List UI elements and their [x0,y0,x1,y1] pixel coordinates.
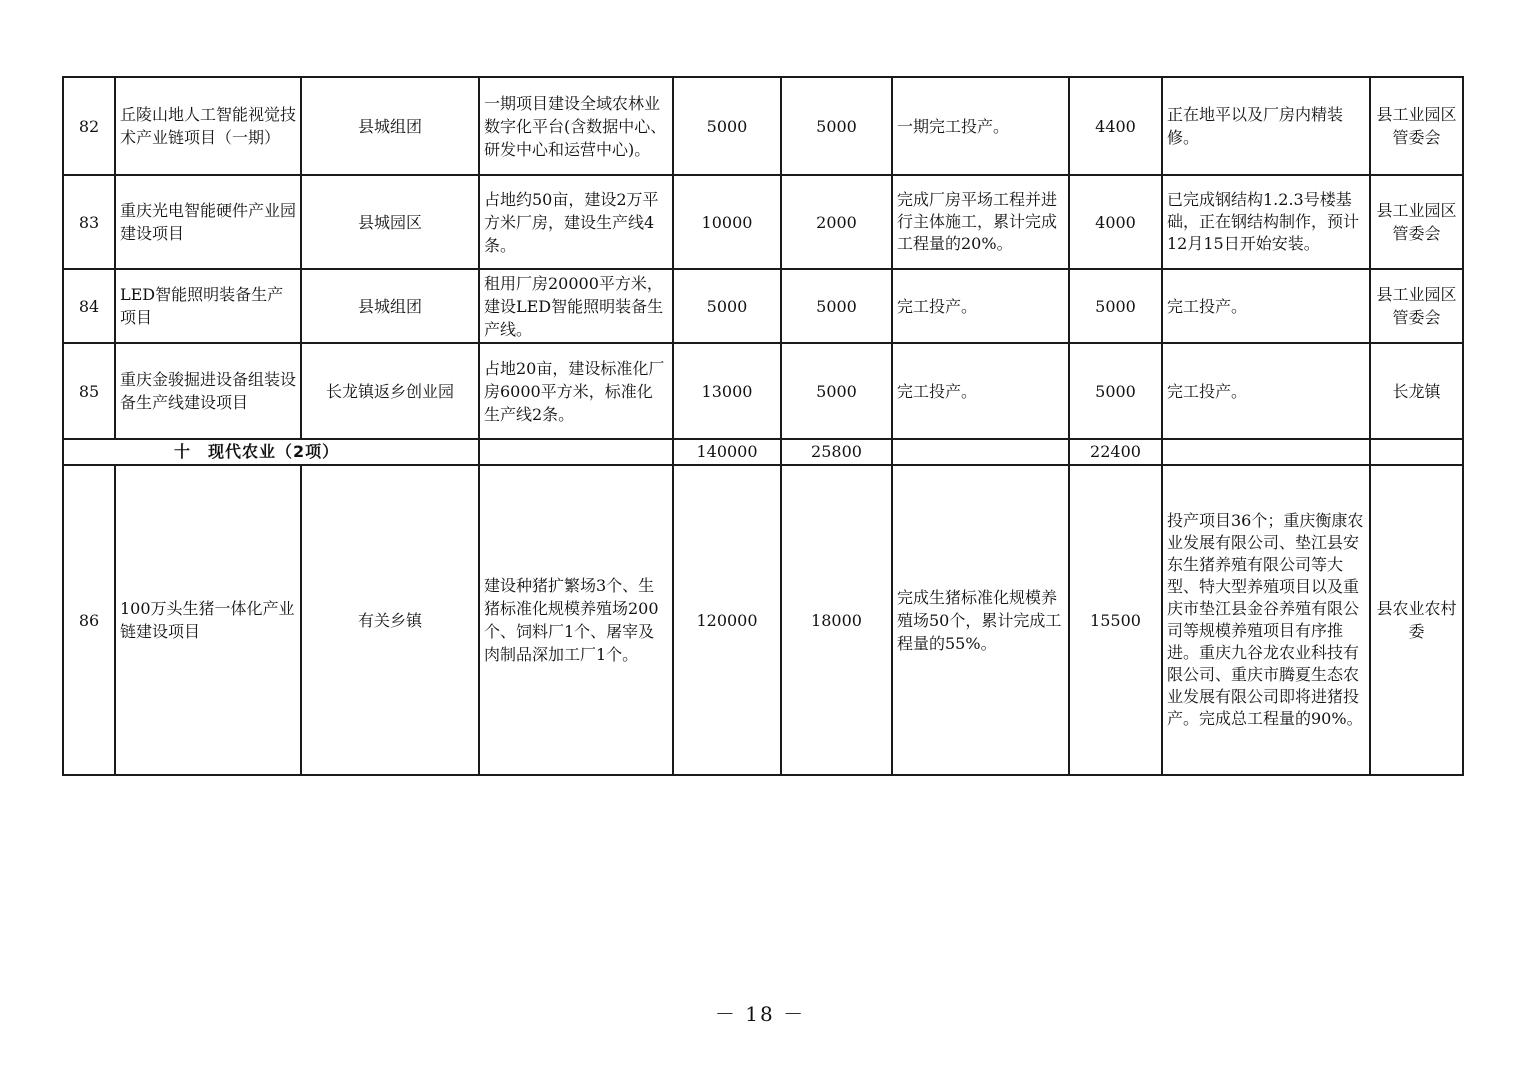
completed-investment: 15500 [1069,465,1162,775]
construction-content: 占地约50亩，建设2万平方米厂房，建设生产线4条。 [479,175,673,269]
section-subtotal-row [63,439,1463,465]
completed-investment: 5000 [1069,343,1162,439]
annual-plan: 2000 [781,175,892,269]
table-row [63,77,1463,175]
construction-content: 租用厂房20000平方米，建设LED智能照明装备生产线。 [479,269,673,343]
project-name: 重庆金骏掘进设备组装设备生产线建设项目 [115,343,301,439]
responsible-unit: 县工业园区管委会 [1370,77,1463,175]
responsible-unit: 长龙镇 [1370,343,1463,439]
responsible-unit: 县农业农村委 [1370,465,1463,775]
total-investment: 13000 [673,343,781,439]
project-name: 重庆光电智能硬件产业园建设项目 [115,175,301,269]
project-location: 长龙镇返乡创业园 [301,343,479,439]
progress-status: 正在地平以及厂房内精装修。 [1162,77,1370,175]
section-completed-investment: 22400 [1069,439,1162,465]
progress-status: 投产项目36个；重庆衡康农业发展有限公司、垫江县安东生猪养殖有限公司等大型、特大型养殖项目以及重庆市垫江县金谷养殖有限公司等规模养殖项目有序推进。重庆九谷龙农业科技有限公司、重庆市腾夏生态农业发展有限公司即将进猪投产。完成总工程量的90%。 [1162,465,1370,775]
project-name: LED智能照明装备生产项目 [115,269,301,343]
project-location: 有关乡镇 [301,465,479,775]
table-row [63,343,1463,439]
project-location: 县城组团 [301,269,479,343]
project-name: 丘陵山地人工智能视觉技术产业链项目（一期） [115,77,301,175]
annual-plan: 5000 [781,77,892,175]
total-investment: 120000 [673,465,781,775]
progress-status: 完工投产。 [1162,343,1370,439]
project-location: 县城园区 [301,175,479,269]
table-row [63,269,1463,343]
completed-investment: 4000 [1069,175,1162,269]
annual-target: 完工投产。 [892,343,1069,439]
section-title: 十 现代农业（2项） [63,439,479,465]
progress-status: 完工投产。 [1162,269,1370,343]
project-name: 100万头生猪一体化产业链建设项目 [115,465,301,775]
annual-target: 一期完工投产。 [892,77,1069,175]
section-annual-plan: 25800 [781,439,892,465]
construction-content: 一期项目建设全域农林业数字化平台(含数据中心、研发中心和运营中心)。 [479,77,673,175]
annual-plan: 5000 [781,343,892,439]
table-row [63,465,1463,775]
project-table [62,76,1464,776]
completed-investment: 4400 [1069,77,1162,175]
annual-target: 完工投产。 [892,269,1069,343]
section-empty-cell [1370,439,1463,465]
row-number: 85 [63,343,115,439]
section-empty-cell [1162,439,1370,465]
project-location: 县城组团 [301,77,479,175]
row-number: 82 [63,77,115,175]
section-empty-cell [892,439,1069,465]
total-investment: 5000 [673,269,781,343]
table-row [63,175,1463,269]
row-number: 83 [63,175,115,269]
total-investment: 10000 [673,175,781,269]
page-number: － 18 － [714,1002,806,1026]
construction-content: 建设种猪扩繁场3个、生猪标准化规模养殖场200个、饲料厂1个、屠宰及肉制品深加工厂1个。 [479,465,673,775]
total-investment: 5000 [673,77,781,175]
responsible-unit: 县工业园区管委会 [1370,269,1463,343]
section-empty-cell [479,439,673,465]
annual-target: 完成厂房平场工程并进行主体施工，累计完成工程量的20%。 [892,175,1069,269]
annual-target: 完成生猪标准化规模养殖场50个，累计完成工程量的55%。 [892,465,1069,775]
progress-status: 已完成钢结构1.2.3号楼基础，正在钢结构制作，预计12月15日开始安装。 [1162,175,1370,269]
construction-content: 占地20亩，建设标准化厂房6000平方米，标准化生产线2条。 [479,343,673,439]
annual-plan: 18000 [781,465,892,775]
row-number: 86 [63,465,115,775]
annual-plan: 5000 [781,269,892,343]
row-number: 84 [63,269,115,343]
completed-investment: 5000 [1069,269,1162,343]
section-total-investment: 140000 [673,439,781,465]
responsible-unit: 县工业园区管委会 [1370,175,1463,269]
